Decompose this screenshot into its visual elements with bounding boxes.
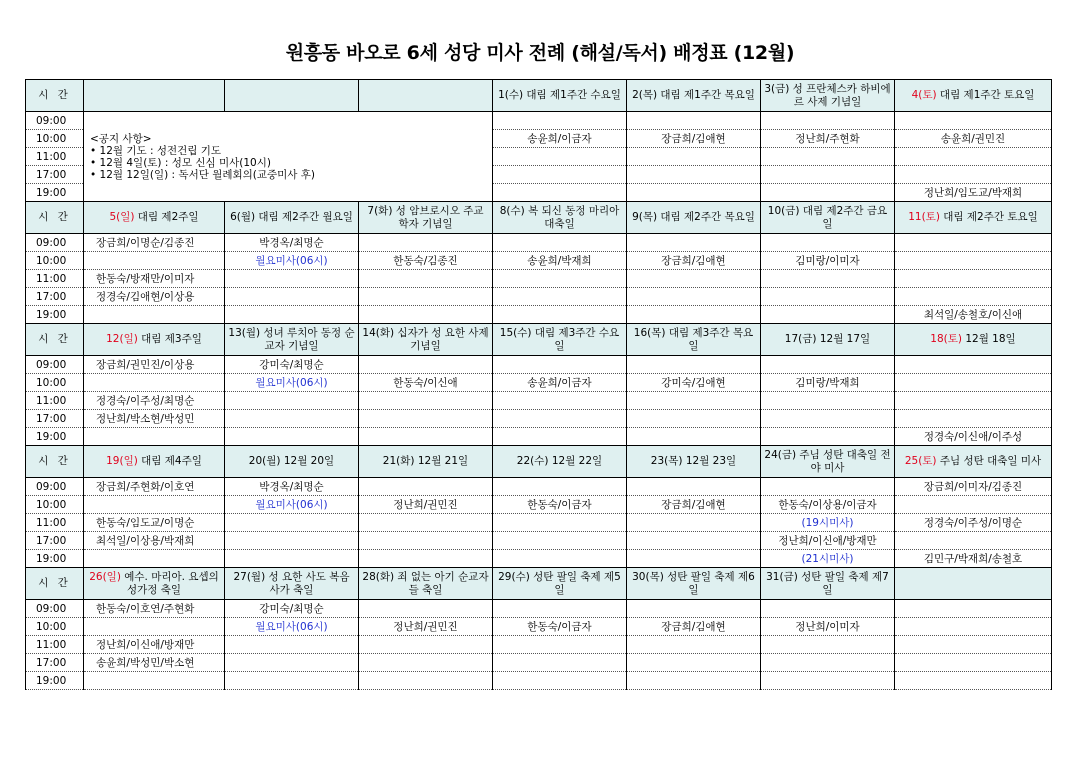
assignment-cell xyxy=(895,252,1052,270)
notice-box xyxy=(84,112,493,202)
time-label: 09:00 xyxy=(26,600,84,618)
assignment-cell xyxy=(225,288,359,306)
day-header-text: 1(수) 대림 제1주간 수요일 xyxy=(498,89,621,101)
time-slot-row xyxy=(26,270,1052,288)
assignment-cell: 송윤희/이금자 xyxy=(493,374,627,392)
time-label: 11:00 xyxy=(26,148,84,166)
holiday-date: 12(일) xyxy=(106,333,138,345)
assignment-cell xyxy=(627,654,761,672)
time-slot-row xyxy=(26,478,1052,496)
day-header-text: 31(금) 성탄 팔일 축제 제7일 xyxy=(766,570,889,596)
assignment-cell: 월요미사(06시) xyxy=(225,252,359,270)
assignment-cell: 월요미사(06시) xyxy=(225,496,359,514)
day-header-cell xyxy=(493,80,627,112)
assignment-cell xyxy=(359,672,493,690)
time-label: 10:00 xyxy=(26,374,84,392)
day-header-text: 20(월) 12월 20일 xyxy=(248,455,335,467)
day-header-cell xyxy=(493,568,627,600)
assignment-cell xyxy=(761,166,895,184)
assignment-cell: 정난희/박소현/박성민 xyxy=(84,410,225,428)
assignment-cell xyxy=(895,496,1052,514)
assignment-cell: 박경옥/최명순 xyxy=(225,478,359,496)
assignment-cell: 강미숙/최명순 xyxy=(225,600,359,618)
assignment-cell: 월요미사(06시) xyxy=(225,618,359,636)
time-label: 17:00 xyxy=(26,532,84,550)
assignment-cell xyxy=(493,270,627,288)
schedule-table xyxy=(25,79,1052,690)
day-header-cell xyxy=(895,80,1052,112)
assignment-cell xyxy=(627,234,761,252)
assignment-cell xyxy=(493,478,627,496)
assignment-cell: (19시미사) xyxy=(761,514,895,532)
assignment-cell xyxy=(493,600,627,618)
time-slot-row xyxy=(26,288,1052,306)
time-slot-row xyxy=(26,550,1052,568)
assignment-cell: 장금희/주현화/이호연 xyxy=(84,478,225,496)
assignment-cell xyxy=(627,166,761,184)
assignment-cell: 한동숙/임도교/이명순 xyxy=(84,514,225,532)
assignment-cell xyxy=(761,306,895,324)
time-slot-row xyxy=(26,392,1052,410)
day-header-text: 23(목) 12월 23일 xyxy=(650,455,737,467)
day-header-text: 29(수) 성탄 팔일 축제 제5일 xyxy=(498,570,621,596)
notice-title: <공지 사항> xyxy=(90,132,152,145)
assignment-cell xyxy=(895,374,1052,392)
day-header-text: 12월 18일 xyxy=(962,333,1016,345)
assignment-cell: 한동숙/이신애 xyxy=(359,374,493,392)
assignment-cell xyxy=(627,270,761,288)
assignment-cell xyxy=(761,148,895,166)
assignment-cell xyxy=(895,392,1052,410)
day-header-cell xyxy=(359,202,493,234)
time-label: 19:00 xyxy=(26,184,84,202)
assignment-cell xyxy=(895,112,1052,130)
assignment-cell xyxy=(761,234,895,252)
day-header-text: 주님 성탄 대축일 미사 xyxy=(936,455,1042,467)
holiday-date: 19(일) xyxy=(106,455,138,467)
day-header-cell xyxy=(895,324,1052,356)
assignment-cell xyxy=(627,392,761,410)
time-label: 10:00 xyxy=(26,618,84,636)
time-slot-row xyxy=(26,514,1052,532)
assignment-cell xyxy=(84,550,225,568)
assignment-cell xyxy=(359,428,493,446)
assignment-cell xyxy=(493,672,627,690)
week-header-row xyxy=(26,80,1052,112)
day-header-cell xyxy=(761,446,895,478)
assignment-cell xyxy=(627,288,761,306)
time-slot-row xyxy=(26,672,1052,690)
assignment-cell xyxy=(225,532,359,550)
day-header-cell xyxy=(493,202,627,234)
time-slot-row xyxy=(26,252,1052,270)
assignment-cell xyxy=(359,532,493,550)
assignment-cell: 정경숙/이주성/이명순 xyxy=(895,514,1052,532)
assignment-cell xyxy=(225,306,359,324)
assignment-cell xyxy=(359,478,493,496)
day-header-text: 14(화) 십자가 성 요한 사제 기념일 xyxy=(362,326,489,352)
day-header-cell xyxy=(761,80,895,112)
notice-item: • 12월 12일(일) : 독서단 월례회의(교중미사 후) xyxy=(90,168,316,181)
assignment-cell xyxy=(84,672,225,690)
day-header-text: 15(수) 대림 제3주간 수요일 xyxy=(499,326,620,352)
assignment-cell xyxy=(493,288,627,306)
assignment-cell: 장금희/이미자/김종진 xyxy=(895,478,1052,496)
assignment-cell: 박경옥/최명순 xyxy=(225,234,359,252)
assignment-cell: 송윤희/이금자 xyxy=(493,130,627,148)
day-header-cell xyxy=(225,324,359,356)
time-header-label: 시 간 xyxy=(26,202,84,234)
assignment-cell xyxy=(493,636,627,654)
day-header-cell xyxy=(225,202,359,234)
assignment-cell xyxy=(493,112,627,130)
assignment-cell xyxy=(895,654,1052,672)
day-header-cell xyxy=(359,324,493,356)
assignment-cell: 강미숙/최명순 xyxy=(225,356,359,374)
time-slot-row xyxy=(26,356,1052,374)
day-header-cell xyxy=(493,324,627,356)
time-label: 17:00 xyxy=(26,288,84,306)
assignment-cell xyxy=(359,636,493,654)
assignment-cell: 최석일/송철호/이신애 xyxy=(895,306,1052,324)
time-label: 11:00 xyxy=(26,636,84,654)
assignment-cell xyxy=(225,428,359,446)
holiday-date: 18(토) xyxy=(930,333,962,345)
assignment-cell xyxy=(761,392,895,410)
assignment-cell xyxy=(359,410,493,428)
assignment-cell: 한동숙/이금자 xyxy=(493,618,627,636)
day-header-text: 대림 제2주일 xyxy=(134,211,199,223)
assignment-cell: 김미랑/이미자 xyxy=(761,252,895,270)
week-header-row xyxy=(26,446,1052,478)
day-header-text: 22(수) 12월 22일 xyxy=(516,455,603,467)
assignment-cell xyxy=(895,288,1052,306)
assignment-cell xyxy=(84,252,225,270)
assignment-cell: 강미숙/김애현 xyxy=(627,374,761,392)
time-slot-row xyxy=(26,428,1052,446)
assignment-cell xyxy=(627,428,761,446)
assignment-cell xyxy=(493,356,627,374)
assignment-cell xyxy=(895,672,1052,690)
assignment-cell: 장금희/김애현 xyxy=(627,252,761,270)
time-label: 09:00 xyxy=(26,356,84,374)
day-header-cell xyxy=(895,446,1052,478)
assignment-cell xyxy=(627,636,761,654)
day-header-cell xyxy=(761,324,895,356)
assignment-cell xyxy=(359,550,493,568)
day-header-cell xyxy=(84,568,225,600)
assignment-cell: 정난희/이신애/방재만 xyxy=(84,636,225,654)
assignment-cell: 정경숙/이신애/이주성 xyxy=(895,428,1052,446)
time-label: 19:00 xyxy=(26,428,84,446)
day-header-cell xyxy=(627,568,761,600)
assignment-cell xyxy=(895,234,1052,252)
assignment-cell xyxy=(761,288,895,306)
day-header-text: 10(금) 대림 제2주간 금요일 xyxy=(767,204,888,230)
assignment-cell: 송윤희/박성민/박소현 xyxy=(84,654,225,672)
assignment-cell xyxy=(359,654,493,672)
assignment-cell xyxy=(84,496,225,514)
assignment-cell xyxy=(493,532,627,550)
assignment-cell xyxy=(359,306,493,324)
holiday-date: 5(일) xyxy=(109,211,135,223)
assignment-cell xyxy=(761,428,895,446)
time-slot-row xyxy=(26,234,1052,252)
assignment-cell: 정난희/임도교/박재희 xyxy=(895,184,1052,202)
assignment-cell xyxy=(225,270,359,288)
assignment-cell xyxy=(627,672,761,690)
assignment-cell xyxy=(761,112,895,130)
day-header-text: 24(금) 주님 성탄 대축일 전야 미사 xyxy=(764,448,891,474)
assignment-cell: 한동숙/방재만/이미자 xyxy=(84,270,225,288)
day-header-cell xyxy=(225,446,359,478)
assignment-cell: 정난희/권민진 xyxy=(359,618,493,636)
assignment-cell xyxy=(895,636,1052,654)
assignment-cell xyxy=(359,600,493,618)
day-header-text: 2(목) 대림 제1주간 목요일 xyxy=(632,89,755,101)
day-header-text: 대림 제1주간 토요일 xyxy=(936,89,1035,101)
day-header-cell xyxy=(84,446,225,478)
assignment-cell xyxy=(493,234,627,252)
time-label: 19:00 xyxy=(26,550,84,568)
assignment-cell xyxy=(761,356,895,374)
time-slot-row xyxy=(26,654,1052,672)
assignment-cell xyxy=(761,184,895,202)
time-label: 09:00 xyxy=(26,112,84,130)
assignment-cell: 한동숙/김종진 xyxy=(359,252,493,270)
assignment-cell: 정난희/이신애/방재만 xyxy=(761,532,895,550)
time-header-label: 시 간 xyxy=(26,80,84,112)
holiday-date: 11(토) xyxy=(908,211,940,223)
assignment-cell xyxy=(359,270,493,288)
assignment-cell xyxy=(225,410,359,428)
assignment-cell xyxy=(493,410,627,428)
assignment-cell xyxy=(493,184,627,202)
assignment-cell: 김민구/박재희/송철호 xyxy=(895,550,1052,568)
time-label: 09:00 xyxy=(26,234,84,252)
holiday-date: 25(토) xyxy=(904,455,937,467)
holiday-date: 26(일) xyxy=(89,570,121,583)
assignment-cell xyxy=(225,636,359,654)
assignment-cell xyxy=(493,306,627,324)
time-label: 10:00 xyxy=(26,130,84,148)
assignment-cell xyxy=(895,166,1052,184)
assignment-cell xyxy=(895,356,1052,374)
assignment-cell xyxy=(225,654,359,672)
day-header-text: 예수. 마리아. 요셉의 성가정 축일 xyxy=(120,570,219,596)
assignment-cell xyxy=(359,356,493,374)
day-header-cell xyxy=(895,568,1052,600)
assignment-cell xyxy=(627,184,761,202)
assignment-cell xyxy=(627,532,761,550)
assignment-cell xyxy=(493,428,627,446)
time-label: 17:00 xyxy=(26,410,84,428)
assignment-cell xyxy=(84,428,225,446)
assignment-cell xyxy=(493,550,627,568)
page-title: 원흥동 바오로 6세 성당 미사 전례 (해설/독서) 배정표 (12월) xyxy=(285,42,795,64)
day-header-text: 대림 제2주간 토요일 xyxy=(939,211,1038,223)
time-label: 17:00 xyxy=(26,166,84,184)
time-slot-row xyxy=(26,306,1052,324)
time-slot-row xyxy=(26,410,1052,428)
day-header-text: 28(화) 죄 없는 아기 순교자들 축일 xyxy=(362,570,489,596)
assignment-cell xyxy=(493,514,627,532)
day-header-text: 30(목) 성탄 팔일 축제 제6일 xyxy=(632,570,755,596)
day-header-text: 9(목) 대림 제2주간 목요일 xyxy=(632,211,755,223)
day-header-text: 6(월) 대림 제2주간 월요일 xyxy=(230,211,353,223)
assignment-cell xyxy=(895,148,1052,166)
day-header-cell xyxy=(627,324,761,356)
time-label: 11:00 xyxy=(26,392,84,410)
day-header-cell xyxy=(84,202,225,234)
day-header-text: 3(금) 성 프란체스카 하비에르 사제 기념일 xyxy=(764,82,891,108)
time-slot-row xyxy=(26,112,1052,130)
assignment-cell: 정난희/권민진 xyxy=(359,496,493,514)
day-header-cell xyxy=(627,80,761,112)
time-header-label: 시 간 xyxy=(26,446,84,478)
assignment-cell: 장금희/김애현 xyxy=(627,130,761,148)
time-slot-row xyxy=(26,618,1052,636)
assignment-cell xyxy=(84,374,225,392)
assignment-cell: 장금희/김애현 xyxy=(627,618,761,636)
assignment-cell xyxy=(627,148,761,166)
day-header-cell xyxy=(359,568,493,600)
holiday-date: 4(토) xyxy=(911,89,937,101)
assignment-cell xyxy=(359,514,493,532)
time-label: 10:00 xyxy=(26,252,84,270)
time-slot-row xyxy=(26,496,1052,514)
notice-item: • 12월 4일(토) : 성모 신심 미사(10시) xyxy=(90,156,271,169)
time-header-label: 시 간 xyxy=(26,324,84,356)
day-header-cell xyxy=(84,324,225,356)
assignment-cell xyxy=(895,270,1052,288)
assignment-cell xyxy=(84,618,225,636)
assignment-cell: 장금희/김애현 xyxy=(627,496,761,514)
assignment-cell: 송윤희/박재희 xyxy=(493,252,627,270)
assignment-cell xyxy=(225,392,359,410)
day-header-text: 7(화) 성 암브로시오 주교 학자 기념일 xyxy=(367,204,484,230)
assignment-cell: 장금희/이명순/김종진 xyxy=(84,234,225,252)
assignment-cell: 한동숙/이상용/이금자 xyxy=(761,496,895,514)
time-slot-row xyxy=(26,532,1052,550)
assignment-cell xyxy=(493,654,627,672)
assignment-cell xyxy=(627,356,761,374)
day-header-text: 21(화) 12월 21일 xyxy=(382,455,469,467)
time-label: 11:00 xyxy=(26,514,84,532)
assignment-cell xyxy=(225,672,359,690)
assignment-cell xyxy=(627,550,761,568)
day-header-cell xyxy=(493,446,627,478)
day-header-cell xyxy=(225,80,359,112)
assignment-cell xyxy=(761,636,895,654)
day-header-text: 17(금) 12월 17일 xyxy=(784,333,871,345)
assignment-cell xyxy=(895,410,1052,428)
assignment-cell xyxy=(627,600,761,618)
week-header-row xyxy=(26,202,1052,234)
assignment-cell xyxy=(225,550,359,568)
notice-item: • 12월 기도 : 성전건립 기도 xyxy=(90,144,222,157)
day-header-cell xyxy=(225,568,359,600)
assignment-cell xyxy=(627,112,761,130)
time-label: 10:00 xyxy=(26,496,84,514)
day-header-text: 27(월) 성 요한 사도 복음 사가 축일 xyxy=(233,570,350,596)
week-header-row xyxy=(26,324,1052,356)
assignment-cell xyxy=(493,392,627,410)
day-header-text: 대림 제3주일 xyxy=(137,333,202,345)
time-label: 11:00 xyxy=(26,270,84,288)
assignment-cell xyxy=(627,478,761,496)
assignment-cell xyxy=(359,288,493,306)
assignment-cell xyxy=(895,618,1052,636)
assignment-cell xyxy=(761,654,895,672)
time-slot-row xyxy=(26,374,1052,392)
assignment-cell xyxy=(493,166,627,184)
assignment-cell: 최석일/이상용/박재희 xyxy=(84,532,225,550)
day-header-cell xyxy=(895,202,1052,234)
time-slot-row xyxy=(26,600,1052,618)
assignment-cell xyxy=(895,532,1052,550)
day-header-cell xyxy=(627,446,761,478)
time-label: 19:00 xyxy=(26,306,84,324)
assignment-cell xyxy=(627,306,761,324)
day-header-cell xyxy=(84,80,225,112)
assignment-cell: 정난희/이미자 xyxy=(761,618,895,636)
day-header-text: 16(목) 대림 제3주간 목요일 xyxy=(633,326,754,352)
time-header-label: 시 간 xyxy=(26,568,84,600)
time-label: 17:00 xyxy=(26,654,84,672)
assignment-cell xyxy=(493,148,627,166)
assignment-cell xyxy=(761,270,895,288)
day-header-text: 대림 제4주일 xyxy=(137,455,202,467)
day-header-cell xyxy=(761,202,895,234)
assignment-cell: 장금희/권민진/이상용 xyxy=(84,356,225,374)
assignment-cell xyxy=(627,410,761,428)
day-header-cell xyxy=(627,202,761,234)
assignment-cell xyxy=(84,306,225,324)
assignment-cell xyxy=(359,234,493,252)
assignment-cell xyxy=(761,600,895,618)
assignment-cell xyxy=(761,478,895,496)
assignment-cell: 월요미사(06시) xyxy=(225,374,359,392)
day-header-cell xyxy=(359,80,493,112)
assignment-cell: 한동숙/이금자 xyxy=(493,496,627,514)
assignment-cell: 정경숙/이주성/최명순 xyxy=(84,392,225,410)
assignment-cell xyxy=(761,672,895,690)
assignment-cell xyxy=(359,392,493,410)
day-header-cell xyxy=(359,446,493,478)
time-label: 09:00 xyxy=(26,478,84,496)
time-label: 19:00 xyxy=(26,672,84,690)
assignment-cell: 송윤희/권민진 xyxy=(895,130,1052,148)
day-header-text: 13(월) 성녀 루치아 동정 순교자 기념일 xyxy=(228,326,355,352)
week-header-row xyxy=(26,568,1052,600)
assignment-cell: (21시미사) xyxy=(761,550,895,568)
assignment-cell: 한동숙/이호연/주현화 xyxy=(84,600,225,618)
assignment-cell: 정난희/주현화 xyxy=(761,130,895,148)
assignment-cell xyxy=(627,514,761,532)
assignment-cell xyxy=(895,600,1052,618)
day-header-text: 8(수) 복 되신 동정 마리아 대축일 xyxy=(499,204,620,230)
assignment-cell xyxy=(225,514,359,532)
time-slot-row xyxy=(26,636,1052,654)
day-header-cell xyxy=(761,568,895,600)
assignment-cell: 정경숙/김애현/이상용 xyxy=(84,288,225,306)
assignment-cell: 김미랑/박재희 xyxy=(761,374,895,392)
assignment-cell xyxy=(761,410,895,428)
